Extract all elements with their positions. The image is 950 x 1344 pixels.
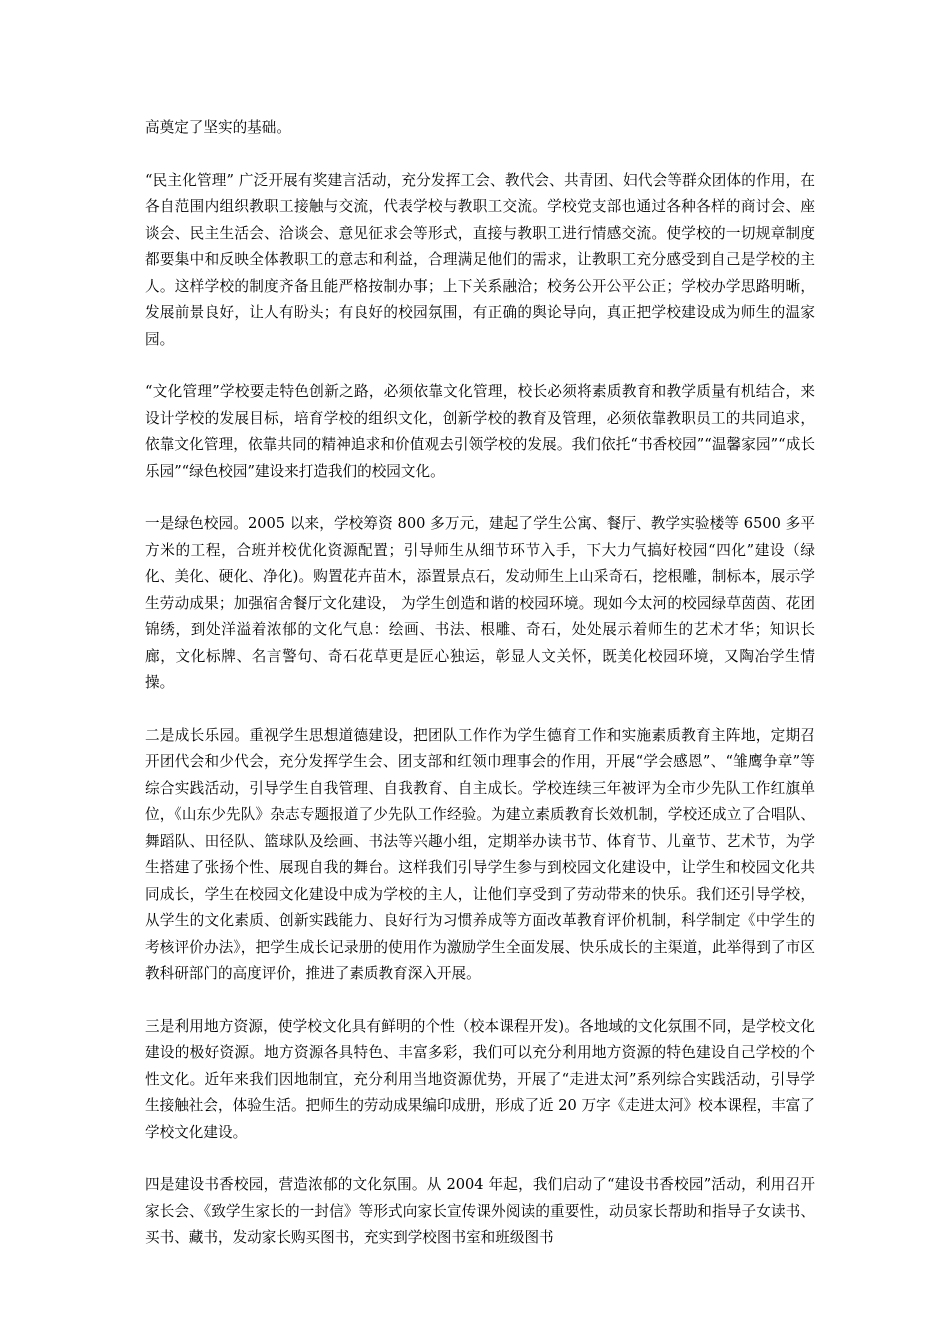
paragraph-growth-paradise: 二是成长乐园。重视学生思想道德建设，把团队工作作为学生德育工作和实施素质教育主阵地，定期召开团代会和少代会，充分发挥学生会、团支部和红领巾理事会的作用，开展“学会感恩”、“雏鹰争章”等综合实践活动，引导学生自我管理、自我教育、自主成长。学校连续三年被评为全市少先队工作红旗单位，《山东少先队》杂志专题报道了少先队工作经验。为建立素质教育长效机制，学校还成立了合唱队、舞蹈队、田径队、篮球队及绘画、书法等兴趣小组，定期举办读书节、体育节、儿童节、艺术节，为学生搭建了张扬个性、展现自我的舞台。这样我们引导学生参与到校园文化建设中，让学生和校园文化共同成长，学生在校园文化建设中成为学校的主人，让他们享受到了劳动带来的快乐。我们还引导学校，从学生的文化素质、创新实践能力、良好行为习惯养成等方面改革教育评价机制，科学制定《中学生的考核评价办法》，把学生成长记录册的使用作为激励学生全面发展、快乐成长的主渠道，此举得到了市区教科研部门的高度评价，推进了素质教育深入开展。 <box>145 726 815 982</box>
paragraph-democratic-management: “民主化管理” 广泛开展有奖建言活动，充分发挥工会、教代会、共青团、妇代会等群众团体的作用，在各自范围内组织教职工接触与交流，代表学校与教职工交流。学校党支部也通过各种各样的商讨会、座谈会、民主生活会、洽谈会、意见征求会等形式，直接与教职工进行情感交流。使学校的一切规章制度都要集中和反映全体教职工的意志和利益，合理满足他们的需求，让教职工充分感受到自己是学校的主人。这样学校的制度齐备且能严格按制办事；上下关系融洽；校务公开公平公正；学校办学思路明晰，发展前景良好，让人有盼头；有良好的校园氛围，有正确的舆论导向，真正把学校建设成为师生的温家园。 <box>145 171 815 348</box>
paragraph-culture-management: “文化管理”学校要走特色创新之路，必须依靠文化管理，校长必须将素质教育和教学质量有机结合，来设计学校的发展目标，培育学校的组织文化，创新学校的教育及管理，必须依靠教职员工的共同追求，依靠文化管理，依靠共同的精神追求和价值观去引领学校的发展。我们依托“书香校园”“温馨家园”“成长乐园”“绿色校园”建设来打造我们的校园文化。 <box>145 383 815 480</box>
paragraph-green-campus: 一是绿色校园。2005 以来，学校筹资 800 多万元，建起了学生公寓、餐厅、教学实验楼等 6500 多平方米的工程，合班并校优化资源配置；引导师生从细节环节入手，下大力气搞好校园“四化”建设（绿化、美化、硬化、净化)。购置花卉苗木，添置景点石，发动师生上山采奇石，挖根雕，制标本，展示学生劳动成果；加强宿舍餐厅文化建设， 为学生创造和谐的校园环境。现如今太河的校园绿草茵茵、花团锦绣，到处洋溢着浓郁的文化气息：绘画、书法、根雕、奇石，处处展示着师生的艺术才华；知识长廊，文化标牌、名言警句、奇石花草更是匠心独运，彰显人文关怀，既美化校园环境，又陶冶学生情操。 <box>145 515 815 691</box>
paragraph-local-resources: 三是利用地方资源，使学校文化具有鲜明的个性（校本课程开发)。各地域的文化氛围不同，是学校文化建设的极好资源。地方资源各具特色、丰富多彩，我们可以充分利用地方资源的特色建设自己学校的个性文化。近年来我们因地制宜，充分利用当地资源优势，开展了“走进太河”系列综合实践活动，引导学生接触社会，体验生活。把师生的劳动成果编印成册，形成了近 20 万字《走进太河》校本课程，丰富了学校文化建设。 <box>145 1017 815 1141</box>
document-body <box>145 115 815 1278</box>
paragraph-book-campus: 四是建设书香校园，营造浓郁的文化氛围。从 2004 年起，我们启动了“建设书香校园”活动，利用召开家长会、《致学生家长的一封信》等形式向家长宣传课外阅读的重要性，动员家长帮助和指导子女读书、买书、藏书，发动家长购买图书，充实到学校图书室和班级图书 <box>145 1176 815 1246</box>
paragraph-foundation: 高奠定了坚实的基础。 <box>145 119 291 136</box>
